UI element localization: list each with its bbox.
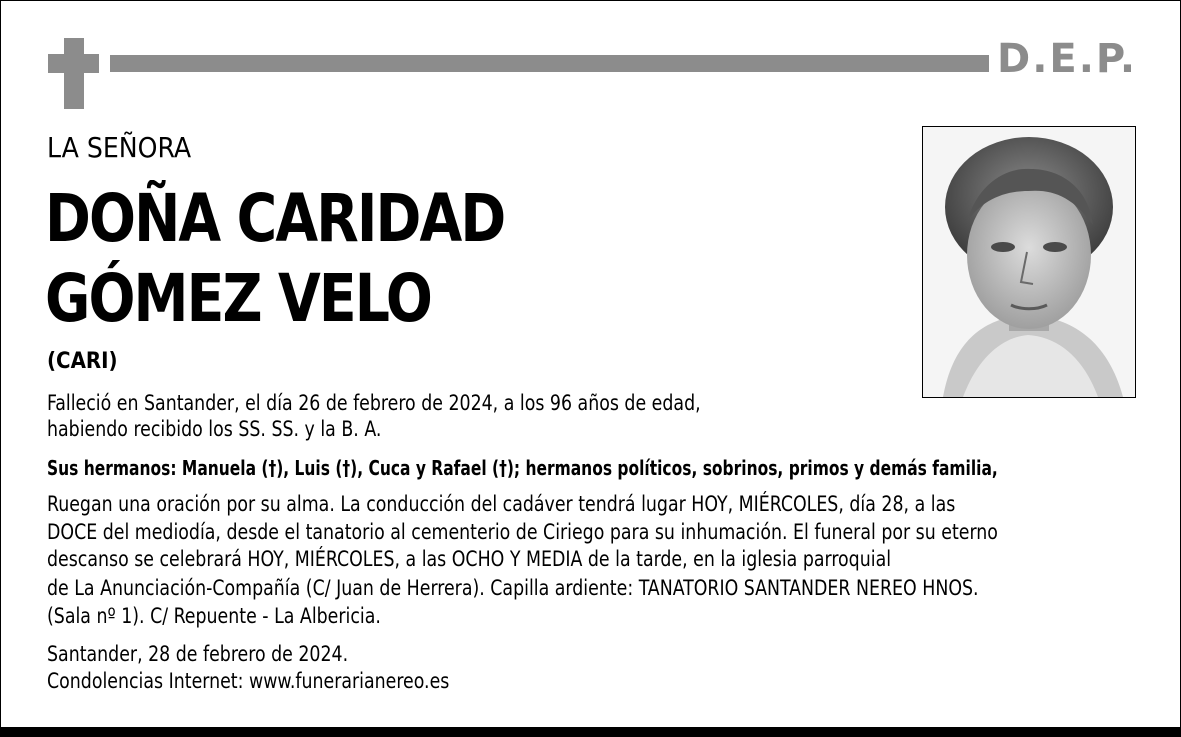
portrait-photo <box>922 126 1136 398</box>
request-line1: Ruegan una oración por su alma. La conducción del cadáver tendrá lugar HOY, MIÉRCOLES, día 28, a las <box>47 492 956 516</box>
dep-label: D.E.P. <box>997 36 1138 82</box>
death-info-line2: habiendo recibido los SS. SS. y la B. A. <box>47 417 382 441</box>
request-line4: de La Anunciación-Compañía (C/ Juan de Herrera). Capilla ardiente: TANATORIO SANTANDER NEREO HNOS. <box>47 576 979 600</box>
deceased-name-line2: GÓMEZ VELO <box>45 260 432 337</box>
portrait-icon <box>923 127 1135 397</box>
request-line2: DOCE del mediodía, desde el tanatorio al cementerio de Ciriego para su inhumación. El funeral por su eterno <box>47 520 998 544</box>
closing-date: Santander, 28 de febrero de 2024. <box>47 642 349 666</box>
cross-icon <box>64 38 84 109</box>
bottom-border <box>0 727 1181 737</box>
request-line3: descanso se celebrará HOY, MIÉRCOLES, a las OCHO Y MEDIA de la tarde, en la iglesia parroquial <box>47 547 892 571</box>
condolences-line: Condolencias Internet: www.funerarianereo.es <box>47 669 450 693</box>
deceased-name-line1: DOÑA CARIDAD <box>45 180 505 257</box>
death-info-line1: Falleció en Santander, el día 26 de febrero de 2024, a los 96 años de edad, <box>47 391 701 415</box>
honorific: LA SEÑORA <box>47 131 192 164</box>
nickname: (CARI) <box>47 349 118 374</box>
cross-icon-bar <box>48 54 99 73</box>
request-line5: (Sala nº 1). C/ Repuente - La Albericia. <box>47 604 381 628</box>
family-list: Sus hermanos: Manuela (†), Luis (†), Cuca y Rafael (†); hermanos políticos, sobrinos, primos y demás familia, <box>47 456 998 480</box>
header-rule <box>110 55 989 72</box>
